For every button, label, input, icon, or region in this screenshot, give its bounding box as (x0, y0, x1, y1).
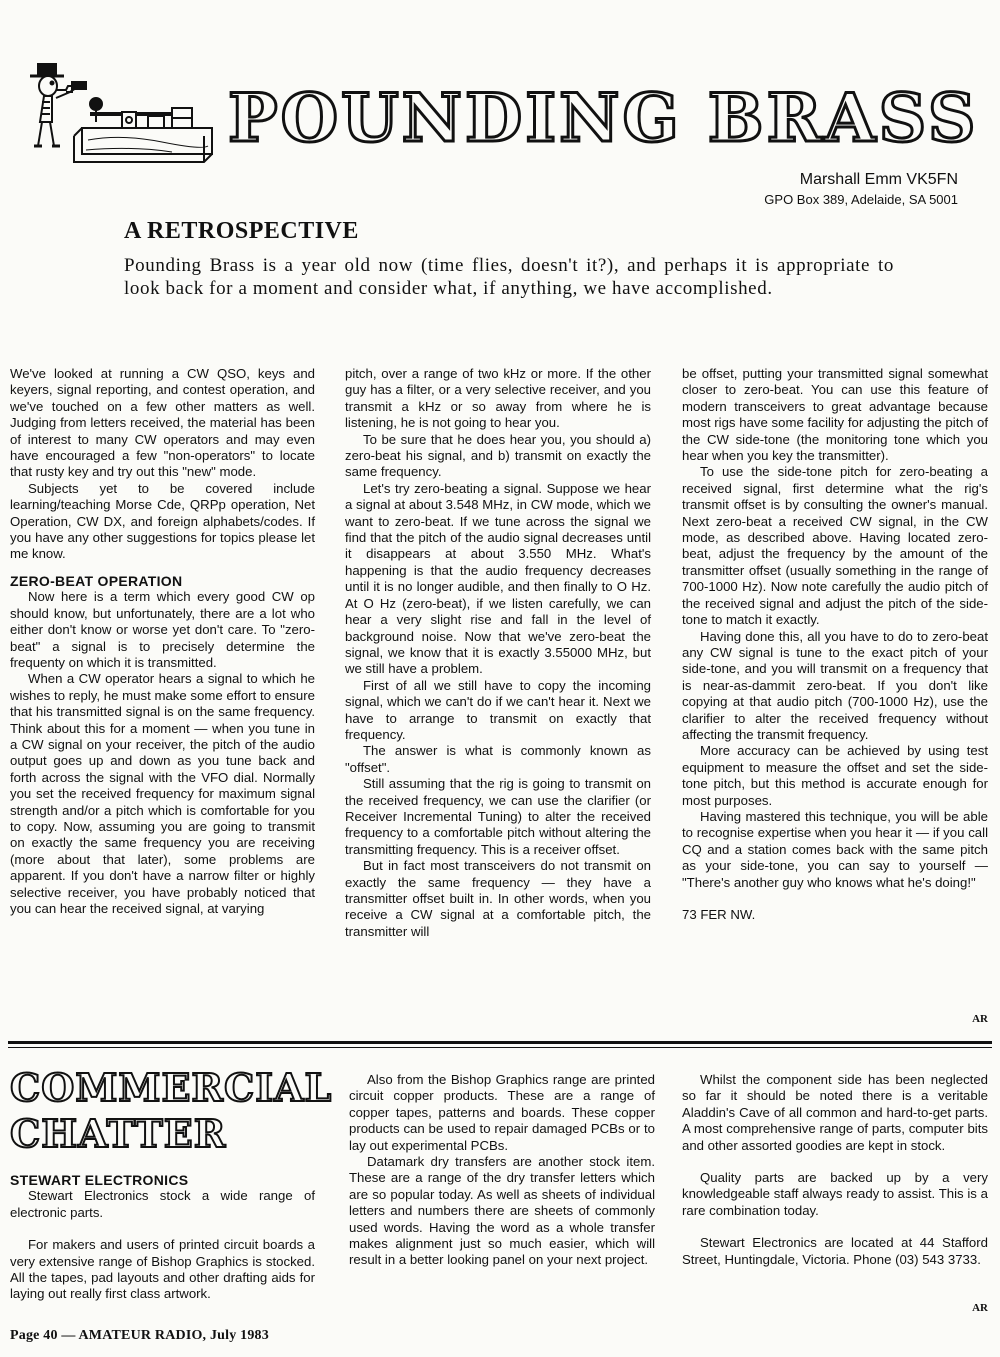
article-headline: A RETROSPECTIVE (124, 218, 359, 244)
article-signoff: 73 FER NW. (682, 907, 756, 922)
article-column-3 (682, 366, 988, 923)
section-heading-zero-beat: ZERO-BEAT OPERATION (10, 572, 183, 589)
masthead-title: POUNDING BRASS (228, 79, 979, 157)
paragraph: When a CW operator hears a signal to which he wishes to reply, he must make some effort to ensure that his transmitted signal is on the same frequency. Think about this for a moment — when you tune in a CW signal on your receiver, the pitch of the audio output goes up and down as you tune back and forth across the signal with the VFO dial. Normally you set the received frequency for maximum signal strength and/or a pitch which is comfortable for you to copy. Now, assuming you are going to transmit on exactly the same frequency you are receiving (more about that later), some problems are apparent. If you don't have a narrow filter or highly selective receiver, you have probably noticed that you can hear the received signal, at varying (10, 671, 315, 916)
commercial-heading: STEWART ELECTRONICS (10, 1172, 189, 1188)
page-footer: Page 40 — AMATEUR RADIO, July 1983 (10, 1328, 269, 1343)
article-column-1 (10, 366, 315, 917)
commercial-chatter-title-line-2: CHATTER (10, 1111, 227, 1156)
paragraph: To use the side-tone pitch for zero-beating a received signal, first determine what the rig's transmit offset is by consulting the owner's manual. Next zero-beat a received CW signal, in the CW mode, as described above. Having located zero-beat, adjust the frequency by the amount of the transmitter offset (usually something in the range of 700-1000 Hz). Now note carefully the audio pitch of the received signal and adjust the pitch of the side-tone to match it exactly. (682, 464, 988, 628)
article-column-2 (345, 366, 651, 940)
paragraph: More accuracy can be achieved by using test equipment to measure the offset and set the side-tone pitch, but this method is accurate enough for most purposes. (682, 743, 988, 808)
article-intro: Pounding Brass is a year old now (time flies, doesn't it?), and perhaps it is appropriate to look back for a moment and consider what, if anything, we have accomplished. (124, 255, 894, 299)
paragraph: Whilst the component side has been neglected so far it should be noted there is a veritable Aladdin's Cave of all common and hard-to-get parts. A most comprehensive range of parts, computer bits and other assorted goodies are kept in stock. (682, 1072, 988, 1153)
paragraph: To be sure that he does hear you, you should a) zero-beat his signal, and b) transmit on exactly the same frequency. (345, 431, 651, 480)
author-name: Marshall Emm VK5FN (799, 171, 958, 188)
commercial-chatter-title-line-1: COMMERCIAL (10, 1065, 333, 1110)
paragraph: Stewart Electronics are located at 44 Stafford Street, Huntingdale, Victoria. Phone (03) 543 3733. (682, 1235, 988, 1267)
paragraph: We've looked at running a CW QSO, keys and keyers, signal reporting, and contest operation, and we've touched on a few other matters as well. Judging from letters received, the material has been of interest to many CW operators and may even have encouraged a few "non-operators" to locate that rusty key and try out this "new" mode. (10, 366, 315, 480)
pounding-brass-logo (22, 62, 222, 172)
commercial-column-3 (682, 1072, 988, 1268)
commercial-column-1 (10, 1172, 315, 1303)
paragraph: Datamark dry transfers are another stock item. These are a range of the dry transfer letters which are so popular today. As well as sheets of individual letters and numbers there are sheets of commonly used words. Having the word as a whole transfer makes alignment just so much easier, which will result in a better looking panel on your next project. (349, 1154, 655, 1268)
paragraph: Subjects yet to be covered include learning/teaching Morse Cde, QRPp operation, Net Operation, CW DX, and foreign alphabets/codes. If you have any other suggestions for topics please let me know. (10, 480, 315, 562)
paragraph: Stewart Electronics stock a wide range of electronic parts. (10, 1188, 315, 1220)
paragraph: Still assuming that the rig is going to transmit on the received frequency, we can use the clarifier (or Receiver Incremental Tuning) to alter the received frequency to a comfortable pitch without altering the transmitting frequency. This is a receiver offset. (345, 776, 651, 857)
paragraph: Having mastered this technique, you will be able to recognise expertise when you hear it — if you call CQ and a station comes back with the same pitch as your side-tone, you can say to yourself — "There's another guy who knows what he's doing!" (682, 808, 988, 890)
section-divider (8, 1041, 992, 1044)
paragraph: Also from the Bishop Graphics range are printed circuit copper products. These are a range of copper tapes, patterns and boards. These copper products can be used to repair damaged PCBs or to lay out experimental PCBs. (349, 1072, 655, 1153)
article-end-mark: AR (972, 1013, 988, 1025)
commercial-column-2 (349, 1072, 655, 1269)
commercial-end-mark: AR (972, 1302, 988, 1314)
telegrapher-cartoon-icon (22, 62, 222, 172)
paragraph: For makers and users of printed circuit boards a very extensive range of Bishop Graphics is stocked. All the tapes, pad layouts and other drafting aids for laying out really first class artwork. (10, 1237, 315, 1302)
paragraph: Having done this, all you have to do to zero-beat any CW signal is tune to the exact pitch of your side-tone, and you will transmit on a frequency that is near-as-dammit zero-beat. If you don't like copying at that audio pitch (700-1000 Hz), use the clarifier to alter the received frequency without affecting the transmit frequency. (682, 628, 988, 742)
paragraph: be offset, putting your transmitted signal somewhat closer to zero-beat. You can use this feature of modern transceivers to great advantage because most rigs have some facility for adjusting the pitch of the CW side-tone (the monitoring tone which you hear when you key the transmitter). (682, 366, 988, 464)
paragraph: Let's try zero-beating a signal. Suppose we hear a signal at about 3.548 MHz, in CW mode, which we want to zero-beat. If we tune across the signal we find that the pitch of the audio signal decreases until it disappears at about 3.550 MHz. What's happening is that the audio frequency decreases until it is no longer audible, and then finally to O Hz. At O Hz (zero-beat), if we listen carefully, we can hear a very slight rise and fall in the level of background noise. Now that we've zero-beat the signal, we know that it is exactly 3.55000 MHz, but we still have a problem. (345, 480, 651, 677)
paragraph: But in fact most transceivers do not transmit on exactly the same frequency — they have a transmitter offset built in. In other words, when you receive a CW signal at a comfortable pitch, the transmitter will (345, 858, 651, 939)
paragraph: First of all we still have to copy the incoming signal, which we can't do if we can't hear it. Next we have to arrange to transmit on exactly that frequency. (345, 677, 651, 742)
paragraph: pitch, over a range of two kHz or more. If the other guy has a filter, or a very selective receiver, and you transmit a kHz or so away from where he is listening, he is not going to hear you. (345, 366, 651, 431)
author-address: GPO Box 389, Adelaide, SA 5001 (764, 192, 958, 207)
section-divider (8, 1047, 992, 1048)
paragraph: Now here is a term which every good CW op should know, but unfortunately, there are a lot who either don't know or worse yet don't care. To "zero-beat" a signal is to precisely determine the frequenty on which it is transmitted. (10, 589, 315, 670)
paragraph: The answer is what is commonly known as "offset". (345, 743, 651, 775)
paragraph: Quality parts are backed up by a very knowledgeable staff always ready to assist. This is a rare combination today. (682, 1170, 988, 1218)
